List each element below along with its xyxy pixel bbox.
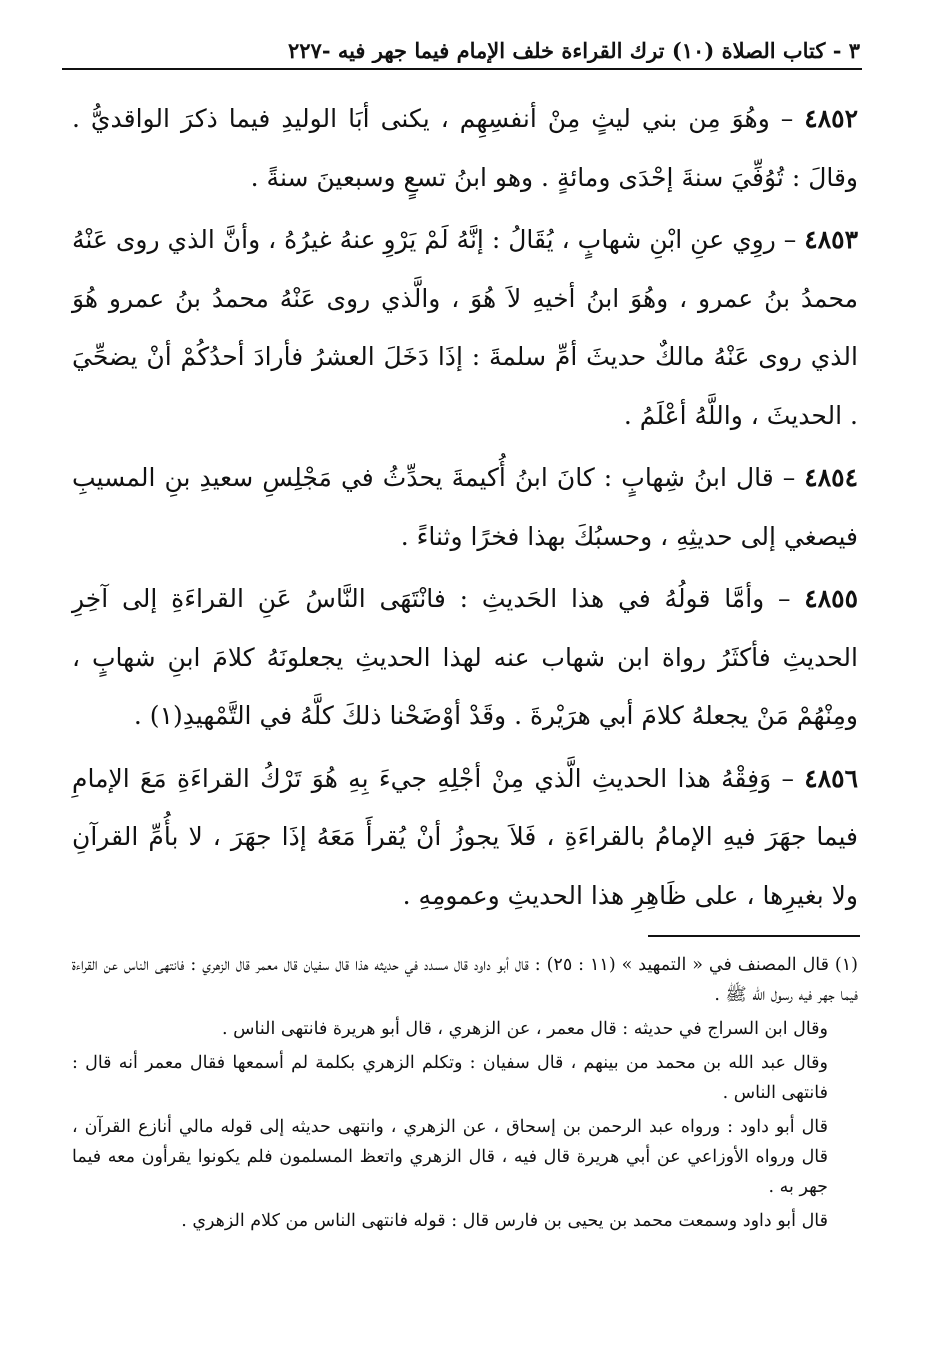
paragraph-4853 xyxy=(72,211,858,445)
paragraph-4855 xyxy=(72,570,858,746)
paragraph-4852 xyxy=(72,90,858,207)
footnotes xyxy=(72,950,858,1240)
footnote-1: (١) قال المصنف في « التمهيد » (١١ : ٢٥) : قال أبو داود قال مسدد في حديثه هذا قال سفيان قال معمر قال الزهري : فانتهى الناس عن القراءة فيما جهر فيه رسول الله ﷺ . xyxy=(72,955,858,1005)
paragraph-number: ٤٨٥٦ xyxy=(804,763,858,793)
paragraph-number: ٤٨٥٥ xyxy=(804,584,858,613)
paragraph-4854 xyxy=(72,449,858,566)
paragraph-text: – قال ابنُ شِهابٍ : كانَ ابنُ أُكيمةَ يحدِّثُ في مَجْلِسِ سعيدِ بنِ المسيبِ فيصغي إلى حديثِهِ ، وحسبُكَ بهذا فخرًا وثناءً . xyxy=(72,463,858,551)
paragraph-number: ٤٨٥٢ xyxy=(804,104,858,133)
footnote-line: قال أبو داود وسمعت محمد بن يحيى بن فارس قال : قوله فانتهى الناس من كلام الزهري . xyxy=(181,1211,828,1231)
paragraph-number: ٤٨٥٤ xyxy=(804,463,859,492)
footnote-line: قال أبو داود : ورواه عبد الرحمن بن إسحاق ، عن الزهري ، وانتهى حديثه إلى قوله مالي أنازع القرآن ، قال ورواه الأوزاعي عن أبي هريرة قال فيه ، قال الزهري واتعظ المسلمون فلم يكونوا يقرأون معه فيما جهر به . xyxy=(72,1117,828,1197)
paragraph-text: – وَفِقْهُ هذا الحديثِ الَّذي مِنْ أجْلِهِ جيءَ بِهِ هُوَ تَرْكُ القراءَةِ مَعَ الإمامِ فيما جهَرَ فيهِ الإمامُ بالقراءَةِ ، فَلاَ يجوزُ أنْ يُقرأَ مَعَهُ إذَا جهَرَ ، لا بأُمِّ القرآنِ ولا بغيرِها ، على ظَاهِرِ هذا الحديثِ وعمومِهِ . xyxy=(72,763,858,910)
paragraph-number: ٤٨٥٣ xyxy=(804,225,858,254)
footnote-line: وقال عبد الله بن محمد من بينهم ، قال سفيان : وتكلم الزهري بكلمة لم أسمعها فقال معمر أنه قال : فانتهى الناس . xyxy=(72,1053,828,1103)
footnote-line: وقال ابن السراج في حديثه : قال معمر ، عن الزهري ، قال أبو هريرة فانتهى الناس . xyxy=(222,1019,828,1039)
header-rule xyxy=(62,68,862,70)
paragraph-4856 xyxy=(72,750,858,926)
paragraph-text: – وأمَّا قولُهُ في هذا الحَديثِ : فانْتَهَى النَّاسُ عَنِ القراءَةِ إلى آخِرِ الحديثِ فأكثَرُ رواة ابن شهاب عنه لهذا الحديثِ يجعلونَهُ كلامَ ابنِ شهابٍ ، ومِنْهُمْ مَنْ يجعلهُ كلامَ أبي هرَيْرةَ . وقَدْ أوْضَحْنا ذلكَ كلَّهُ في التَّمْهيدِ(١) . xyxy=(72,584,858,730)
footnote-separator xyxy=(648,935,860,937)
paragraph-text: – وهُوَ مِن بني ليثٍ مِنْ أنفسِهِم ، يكنى أبَا الوليدِ فيما ذكرَ الواقديُّ . وقالَ : تُوُفِّيَ سنةَ إحْدَى ومائةٍ . وهو ابنُ تسعٍ وسبعينَ سنةً . xyxy=(72,104,858,192)
running-header: ٣ - كتاب الصلاة (١٠) ترك القراءة خلف الإمام فيما جهر فيه -٢٢٧ xyxy=(287,38,860,63)
paragraph-text: – روِي عنِ ابْنِ شهابٍ ، يُقَالُ : إنَّهُ لَمْ يَرْوِ عنهُ غيرُهُ ، وأنَّ الذي روى عَنْهُ محمدُ بنُ عمرو ، وهُوَ ابنُ أخيهِ لاَ هُوَ ، والَّذي روى عَنْهُ محمدُ بنُ عمرو هُوَ الذي روى عَنْهُ مالكٌ حديثَ أمِّ سلمةَ : إذَا دَخَلَ العشرُ فأرادَ أحدُكُمْ أنْ يضحِّيَ . الحديثَ ، واللَّهُ أعْلَمُ . xyxy=(72,225,858,430)
main-text xyxy=(72,90,858,929)
